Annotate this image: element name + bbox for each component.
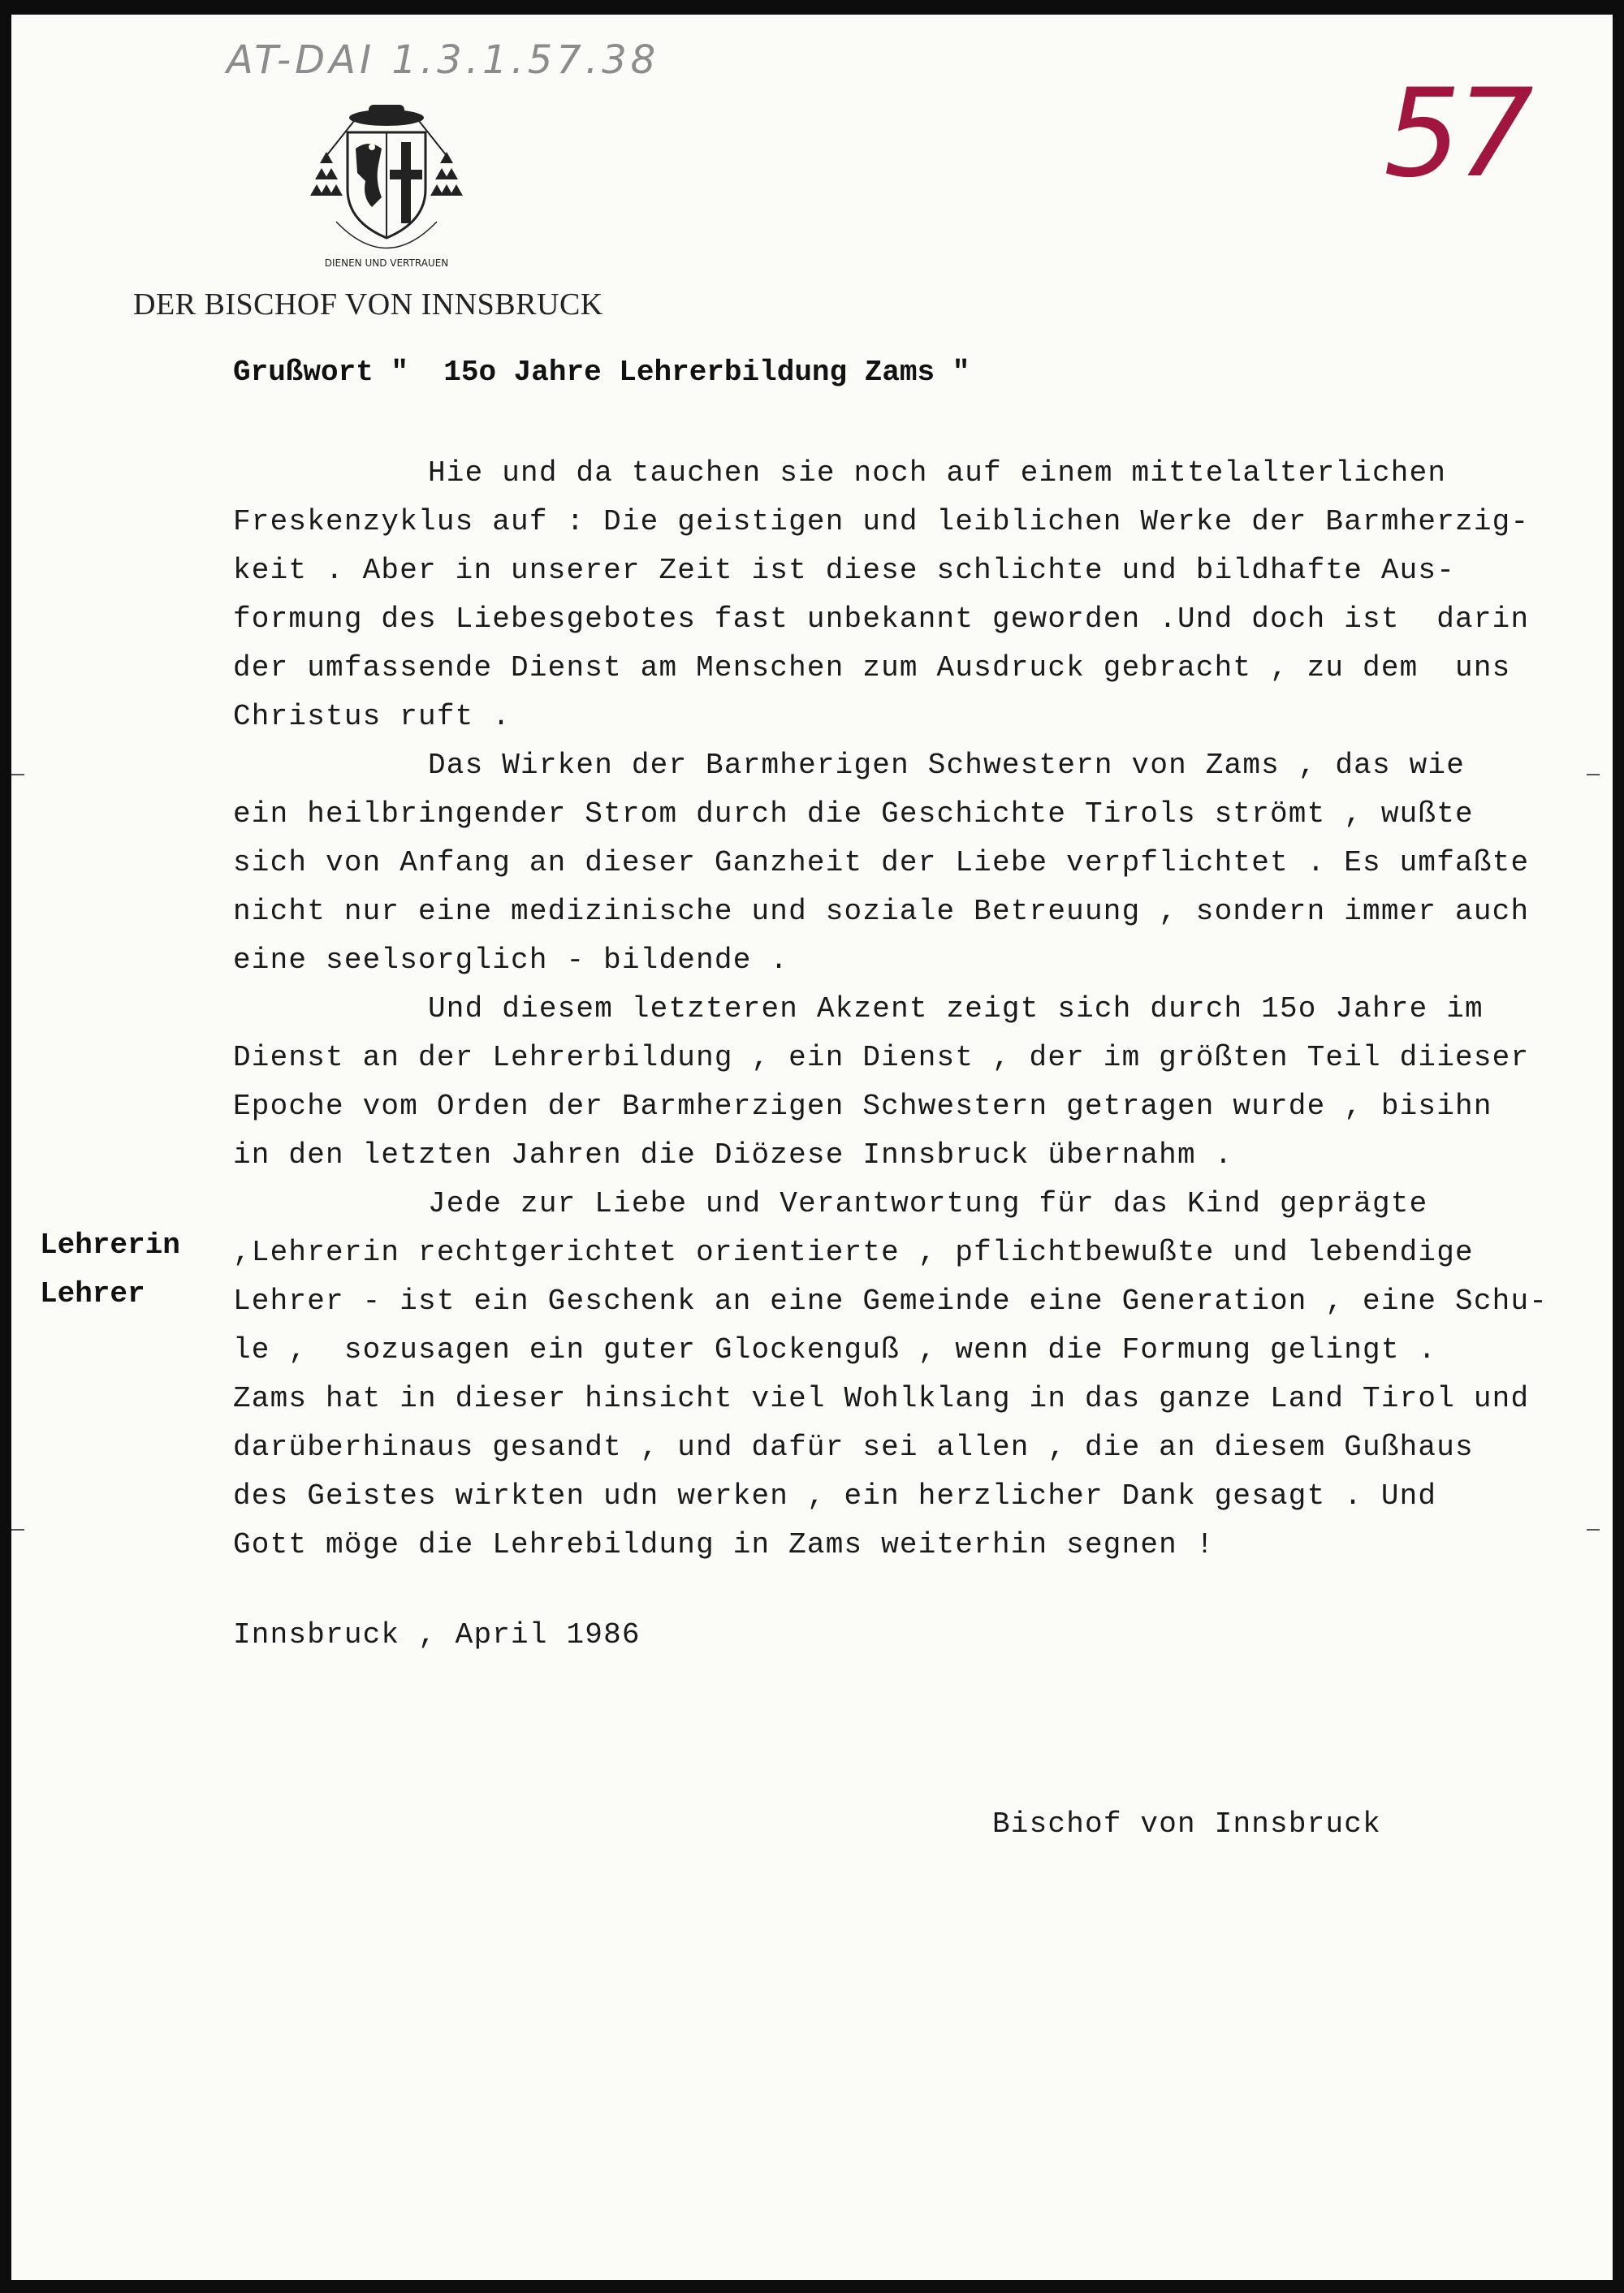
text-line: formung des Liebesgebotes fast unbekannt geworden .Und doch ist darin [233, 602, 1530, 636]
text-line: in den letzten Jahren die Diözese Innsbruck übernahm . [233, 1138, 1233, 1172]
text-line: Lehrer - ist ein Geschenk an eine Gemeinde eine Generation , eine Schu- [233, 1285, 1548, 1318]
text-line: eine seelsorglich - bildende . [233, 944, 789, 977]
text-line: des Geistes wirkten udn werken , ein herzlicher Dank gesagt . Und [233, 1479, 1437, 1513]
text-line: Epoche vom Orden der Barmherzigen Schwestern getragen wurde , bisihn [233, 1090, 1492, 1123]
margin-note: Lehrerin [40, 1229, 180, 1262]
text-line: der umfassende Dienst am Menschen zum Ausdruck gebracht , zu dem uns [233, 651, 1511, 684]
signature: Bischof von Innsbruck [992, 1807, 1381, 1841]
place-date: Innsbruck , April 1986 [233, 1618, 641, 1652]
text-line: nicht nur eine medizinische und soziale Betreuung , sondern immer auch [233, 895, 1530, 928]
text-line: Dienst an der Lehrerbildung , ein Dienst , der im größten Teil diieser [233, 1041, 1530, 1074]
text-line: Und diesem letzteren Akzent zeigt sich durch 15o Jahre im [428, 992, 1484, 1026]
text-line: ein heilbringender Strom durch die Geschichte Tirols strömt , wußte [233, 797, 1474, 831]
text-line: Gott möge die Lehrebildung in Zams weiterhin segnen ! [233, 1528, 1215, 1561]
text-line: Jede zur Liebe und Verantwortung für das Kind geprägte [428, 1187, 1428, 1220]
margin-note: Lehrer [40, 1277, 145, 1311]
fold-mark [11, 1529, 24, 1531]
text-line: keit . Aber in unserer Zeit ist diese schlichte und bildhafte Aus- [233, 554, 1456, 587]
text-line: Das Wirken der Barmherigen Schwestern von Zams , das wie [428, 749, 1465, 782]
text-line: Freskenzyklus auf : Die geistigen und leiblichen Werke der Barmherzig- [233, 505, 1530, 538]
text-line: Hie und da tauchen sie noch auf einem mittelalterlichen [428, 456, 1447, 490]
crest-motto: DIENEN UND VERTRAUEN [324, 257, 449, 269]
text-line: Christus ruft . [233, 700, 512, 733]
letter-body [233, 449, 1597, 1570]
fold-mark [11, 774, 24, 775]
letterhead: DER BISCHOF VON INNSBRUCK [133, 287, 603, 322]
text-line: ,Lehrerin rechtgerichtet orientierte , pflichtbewußte und lebendige [233, 1236, 1474, 1269]
page-number: 57 [1384, 63, 1529, 205]
fold-mark [1587, 774, 1600, 775]
document-title: Grußwort " 15o Jahre Lehrerbildung Zams " [233, 356, 970, 389]
document-page [11, 15, 1613, 2280]
text-line: darüberhinaus gesandt , und dafür sei allen , die an diesem Gußhaus [233, 1431, 1474, 1464]
text-line: le , sozusagen ein guter Glockenguß , wenn die Formung gelingt . [233, 1333, 1437, 1367]
fold-mark [1587, 1529, 1600, 1531]
bishop-coat-of-arms-icon [297, 100, 476, 274]
archive-reference: AT-DAI 1.3.1.57.38 [227, 37, 660, 83]
text-line: Zams hat in dieser hinsicht viel Wohlklang in das ganze Land Tirol und [233, 1382, 1530, 1415]
text-line: sich von Anfang an dieser Ganzheit der Liebe verpflichtet . Es umfaßte [233, 846, 1530, 879]
